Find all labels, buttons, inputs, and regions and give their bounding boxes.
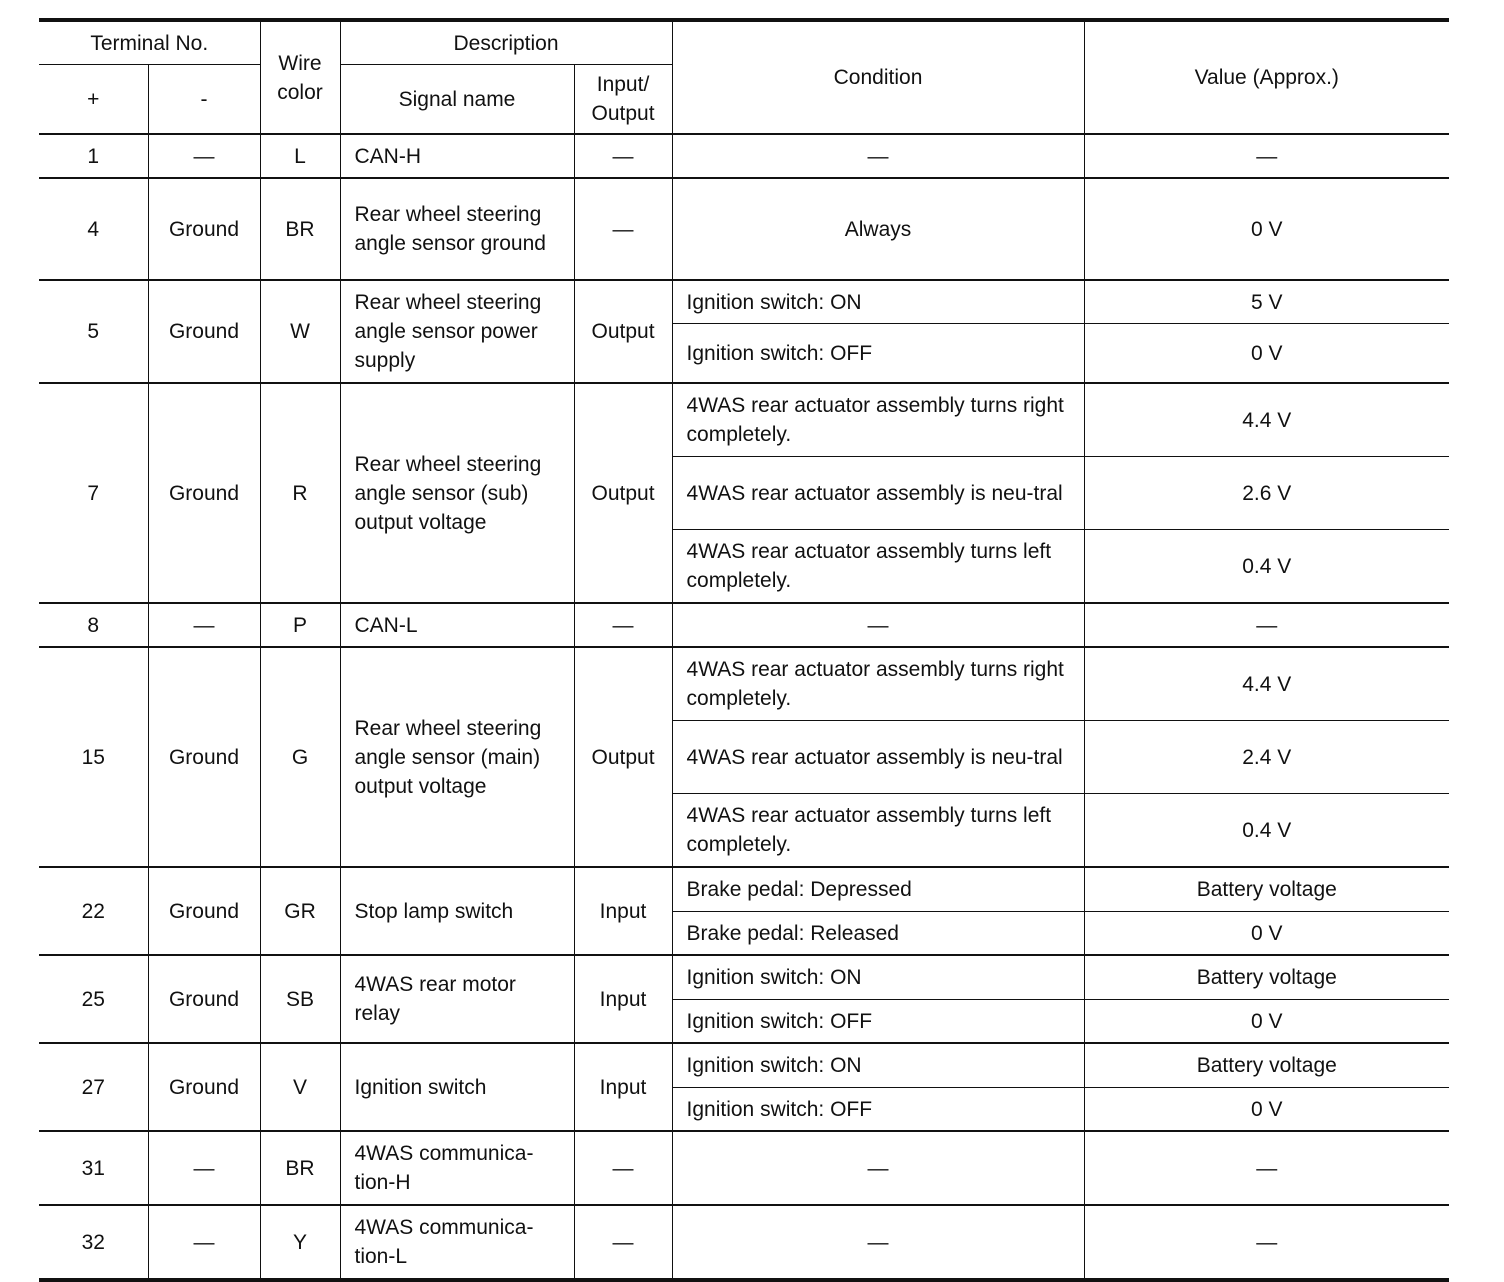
- condition-cell: Ignition switch: ON: [672, 280, 1084, 324]
- condition-cell: —: [672, 134, 1084, 178]
- terminal-minus: Ground: [148, 1043, 260, 1131]
- input-output: —: [574, 178, 672, 280]
- wire-color: L: [260, 134, 340, 178]
- condition-cell: 4WAS rear actuator assembly turns left completely.: [672, 794, 1084, 868]
- value-cell: Battery voltage: [1084, 1043, 1449, 1088]
- signal-name: Rear wheel steering angle sensor power supply: [340, 280, 574, 383]
- value-cell: 0.4 V: [1084, 530, 1449, 604]
- condition-cell: Ignition switch: ON: [672, 955, 1084, 1000]
- condition-cell: 4WAS rear actuator assembly turns right completely.: [672, 383, 1084, 457]
- terminal-minus: —: [148, 134, 260, 178]
- terminal-plus: 27: [39, 1043, 148, 1131]
- input-output: —: [574, 134, 672, 178]
- input-output: —: [574, 1205, 672, 1280]
- table-row: [39, 178, 1449, 280]
- value-cell: —: [1084, 134, 1449, 178]
- value-cell: 2.6 V: [1084, 457, 1449, 530]
- condition-cell: 4WAS rear actuator assembly turns right completely.: [672, 647, 1084, 721]
- terminal-plus: 32: [39, 1205, 148, 1280]
- terminal-plus: 1: [39, 134, 148, 178]
- value-cell: 0 V: [1084, 1000, 1449, 1044]
- condition-cell: Ignition switch: ON: [672, 1043, 1084, 1088]
- value-cell: 4.4 V: [1084, 383, 1449, 457]
- wire-color: W: [260, 280, 340, 383]
- input-output: Output: [574, 383, 672, 603]
- input-output: Input: [574, 867, 672, 955]
- condition-cell: 4WAS rear actuator assembly is neu-tral: [672, 721, 1084, 794]
- value-cell: Battery voltage: [1084, 955, 1449, 1000]
- header-plus: +: [39, 65, 148, 135]
- condition-cell: 4WAS rear actuator assembly turns left completely.: [672, 530, 1084, 604]
- terminal-plus: 4: [39, 178, 148, 280]
- table-row: [39, 603, 1449, 647]
- wire-color: BR: [260, 1131, 340, 1205]
- signal-name: CAN-H: [340, 134, 574, 178]
- terminal-minus: Ground: [148, 280, 260, 383]
- signal-name: 4WAS rear motor relay: [340, 955, 574, 1043]
- header-value: Value (Approx.): [1084, 20, 1449, 134]
- value-cell: —: [1084, 603, 1449, 647]
- table-row: [39, 1131, 1449, 1205]
- terminal-minus: Ground: [148, 178, 260, 280]
- wire-color: R: [260, 383, 340, 603]
- signal-name: Rear wheel steering angle sensor (main) output voltage: [340, 647, 574, 867]
- terminal-table: [39, 18, 1449, 1282]
- table-row: [39, 955, 1449, 1000]
- condition-cell: 4WAS rear actuator assembly is neu-tral: [672, 457, 1084, 530]
- value-cell: 0 V: [1084, 178, 1449, 280]
- header-wire-color: Wire color: [260, 20, 340, 134]
- terminal-minus: Ground: [148, 383, 260, 603]
- table-row: [39, 1043, 1449, 1088]
- wire-color: V: [260, 1043, 340, 1131]
- value-cell: 4.4 V: [1084, 647, 1449, 721]
- input-output: Input: [574, 955, 672, 1043]
- signal-name: CAN-L: [340, 603, 574, 647]
- terminal-minus: Ground: [148, 867, 260, 955]
- value-cell: 0 V: [1084, 324, 1449, 384]
- table-row: [39, 134, 1449, 178]
- table-row: [39, 867, 1449, 912]
- input-output: Output: [574, 280, 672, 383]
- header-row-top: [39, 20, 1449, 65]
- wire-color: SB: [260, 955, 340, 1043]
- value-cell: —: [1084, 1205, 1449, 1280]
- terminal-plus: 15: [39, 647, 148, 867]
- header-signal-name: Signal name: [340, 65, 574, 135]
- value-cell: 0 V: [1084, 1088, 1449, 1132]
- header-minus: -: [148, 65, 260, 135]
- condition-cell: Ignition switch: OFF: [672, 1000, 1084, 1044]
- condition-cell: Ignition switch: OFF: [672, 1088, 1084, 1132]
- wire-color: G: [260, 647, 340, 867]
- terminal-plus: 22: [39, 867, 148, 955]
- table-row: [39, 1205, 1449, 1280]
- condition-cell: Ignition switch: OFF: [672, 324, 1084, 384]
- value-cell: 0 V: [1084, 912, 1449, 956]
- wire-color: BR: [260, 178, 340, 280]
- input-output: —: [574, 603, 672, 647]
- signal-name: Ignition switch: [340, 1043, 574, 1131]
- input-output: Output: [574, 647, 672, 867]
- input-output: —: [574, 1131, 672, 1205]
- terminal-minus: Ground: [148, 647, 260, 867]
- signal-name: Rear wheel steering angle sensor (sub) output voltage: [340, 383, 574, 603]
- value-cell: 2.4 V: [1084, 721, 1449, 794]
- table-row: [39, 280, 1449, 324]
- condition-cell: Brake pedal: Released: [672, 912, 1084, 956]
- input-output: Input: [574, 1043, 672, 1131]
- wire-color: GR: [260, 867, 340, 955]
- value-cell: Battery voltage: [1084, 867, 1449, 912]
- wire-color: P: [260, 603, 340, 647]
- condition-cell: Always: [672, 178, 1084, 280]
- value-cell: 5 V: [1084, 280, 1449, 324]
- header-input-output: Input/ Output: [574, 65, 672, 135]
- condition-cell: —: [672, 1205, 1084, 1280]
- terminal-plus: 8: [39, 603, 148, 647]
- terminal-minus: Ground: [148, 955, 260, 1043]
- table-row: [39, 383, 1449, 457]
- terminal-minus: —: [148, 603, 260, 647]
- terminal-minus: —: [148, 1205, 260, 1280]
- terminal-plus: 7: [39, 383, 148, 603]
- signal-name: 4WAS communica-tion-H: [340, 1131, 574, 1205]
- terminal-minus: —: [148, 1131, 260, 1205]
- value-cell: 0.4 V: [1084, 794, 1449, 868]
- condition-cell: Brake pedal: Depressed: [672, 867, 1084, 912]
- terminal-plus: 25: [39, 955, 148, 1043]
- value-cell: —: [1084, 1131, 1449, 1205]
- signal-name: Rear wheel steering angle sensor ground: [340, 178, 574, 280]
- header-terminal-no: Terminal No.: [39, 20, 260, 65]
- table-body: [39, 20, 1449, 1280]
- signal-name: 4WAS communica-tion-L: [340, 1205, 574, 1280]
- table-row: [39, 647, 1449, 721]
- condition-cell: —: [672, 1131, 1084, 1205]
- terminal-plus: 5: [39, 280, 148, 383]
- header-description: Description: [340, 20, 672, 65]
- condition-cell: —: [672, 603, 1084, 647]
- terminal-plus: 31: [39, 1131, 148, 1205]
- signal-name: Stop lamp switch: [340, 867, 574, 955]
- wire-color: Y: [260, 1205, 340, 1280]
- header-condition: Condition: [672, 20, 1084, 134]
